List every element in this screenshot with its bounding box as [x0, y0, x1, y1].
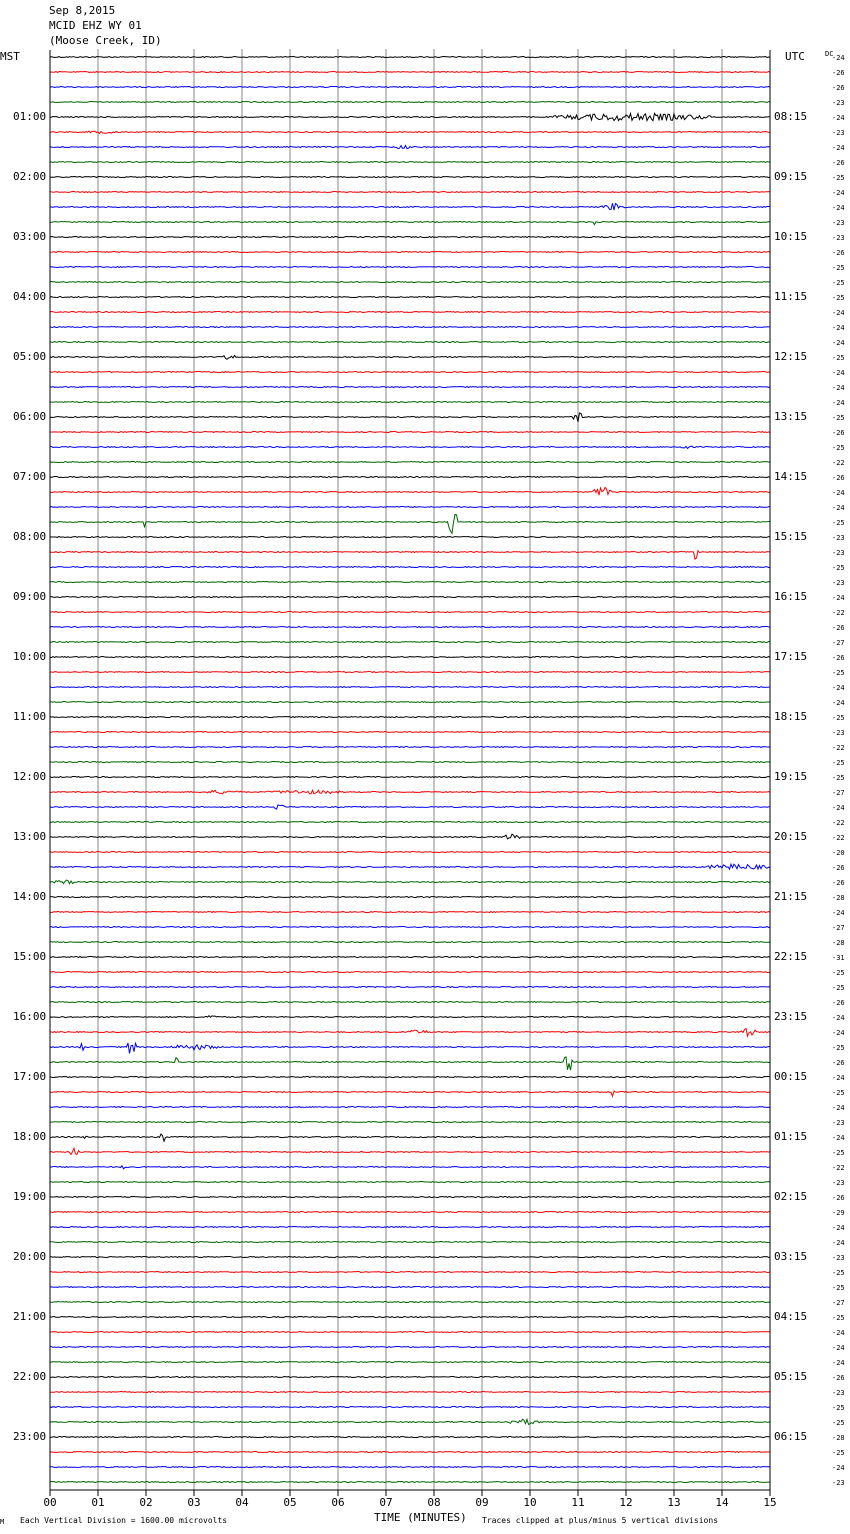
utc-hour-label: 14:15	[774, 470, 808, 483]
mst-hour-label: 21:00	[13, 1310, 47, 1323]
trace-line	[50, 537, 770, 538]
mst-hour-label: 19:00	[13, 1190, 47, 1203]
x-tick-label: 07	[379, 1496, 393, 1509]
utc-hour-label: 08:15	[774, 110, 808, 123]
dc-offset-label: -22	[832, 459, 845, 467]
trace-line	[50, 237, 770, 238]
dc-offset-label: -31	[832, 954, 845, 962]
trace-line	[50, 57, 770, 58]
utc-hour-label: 05:15	[774, 1370, 808, 1383]
mst-hour-label: 09:00	[13, 590, 47, 603]
dc-offset-label: -25	[832, 1284, 845, 1292]
trace-line	[50, 252, 770, 253]
x-tick-label: 02	[139, 1496, 153, 1509]
dc-offset-label: -25	[832, 264, 845, 272]
dc-offset-label: -24	[832, 114, 845, 122]
mst-hour-label: 05:00	[13, 350, 47, 363]
trace-line	[50, 356, 770, 360]
utc-hour-label: 11:15	[774, 290, 808, 303]
dc-offset-label: -24	[832, 594, 845, 602]
trace-line	[50, 72, 770, 73]
dc-offset-label: -25	[832, 1419, 845, 1427]
trace-line	[50, 192, 770, 193]
x-tick-label: 12	[619, 1496, 633, 1509]
trace-line	[50, 762, 770, 763]
trace-line	[50, 702, 770, 703]
x-axis-title: TIME (MINUTES)	[374, 1511, 467, 1524]
mst-hour-label: 10:00	[13, 650, 47, 663]
trace-line	[50, 1362, 770, 1363]
trace-line	[50, 113, 770, 120]
trace-line	[50, 612, 770, 613]
corner-mark: M	[0, 1518, 5, 1526]
mst-hour-label: 20:00	[13, 1250, 47, 1263]
dc-offset-label: -24	[832, 1014, 845, 1022]
dc-offset-label: -20	[832, 849, 845, 857]
dc-offset-label: -24	[832, 1329, 845, 1337]
trace-line	[50, 597, 770, 598]
scale-note: Each Vertical Division = 1600.00 microvolts	[20, 1516, 228, 1525]
dc-offset-label: -24	[832, 54, 845, 62]
utc-hour-label: 22:15	[774, 950, 808, 963]
trace-line	[50, 1437, 770, 1438]
x-tick-label: 15	[763, 1496, 777, 1509]
dc-offset-label: -22	[832, 744, 845, 752]
utc-hour-label: 04:15	[774, 1310, 808, 1323]
dc-offset-label: -24	[832, 1074, 845, 1082]
trace-line	[50, 297, 770, 298]
dc-offset-label: -25	[832, 1089, 845, 1097]
vertical-gridlines	[98, 49, 722, 1490]
dc-offset-label: -25	[832, 1269, 845, 1277]
mst-hour-label: 16:00	[13, 1010, 47, 1023]
trace-line	[50, 1227, 770, 1228]
dc-offset-label: -25	[832, 1044, 845, 1052]
trace-line	[50, 1029, 770, 1037]
dc-offset-labels	[832, 54, 845, 1487]
trace-line	[50, 1302, 770, 1303]
trace-line	[50, 1482, 770, 1483]
location-label: (Moose Creek, ID)	[49, 34, 162, 47]
trace-line	[50, 732, 770, 733]
utc-hour-label: 23:15	[774, 1010, 808, 1023]
x-tick-label: 13	[667, 1496, 681, 1509]
trace-line	[50, 1257, 770, 1258]
dc-offset-label: -26	[832, 249, 845, 257]
mst-hour-label: 12:00	[13, 770, 47, 783]
trace-line	[50, 1077, 770, 1078]
dc-offset-label: -24	[832, 1224, 845, 1232]
dc-offset-label: -24	[832, 309, 845, 317]
dc-offset-label: -27	[832, 924, 845, 932]
dc-offset-label: -24	[832, 1029, 845, 1037]
trace-line	[50, 1166, 770, 1169]
clip-note: Traces clipped at plus/minus 5 vertical divisions	[482, 1516, 719, 1525]
utc-hour-label: 03:15	[774, 1250, 808, 1263]
utc-hour-label: 12:15	[774, 350, 808, 363]
trace-line	[50, 203, 770, 210]
utc-hour-label: 00:15	[774, 1070, 808, 1083]
dc-offset-label: -23	[832, 234, 845, 242]
mst-hour-label: 04:00	[13, 290, 47, 303]
trace-line	[50, 387, 770, 388]
dc-offset-label: -28	[832, 939, 845, 947]
dc-offset-label: -26	[832, 879, 845, 887]
x-tick-label: 08	[427, 1496, 441, 1509]
utc-hour-label: 09:15	[774, 170, 808, 183]
dc-offset-label: -24	[832, 1344, 845, 1352]
trace-line	[50, 402, 770, 403]
trace-line	[50, 146, 770, 149]
trace-line	[50, 342, 770, 343]
dc-offset-label: -26	[832, 864, 845, 872]
x-tick-label: 05	[283, 1496, 297, 1509]
dc-offset-label: -26	[832, 1374, 845, 1382]
utc-hour-label: 17:15	[774, 650, 808, 663]
trace-line	[50, 1242, 770, 1243]
dc-offset-label: -23	[832, 99, 845, 107]
dc-offset-label: -25	[832, 969, 845, 977]
dc-offset-label: -23	[832, 1119, 845, 1127]
utc-hour-label: 21:15	[774, 890, 808, 903]
trace-line	[50, 312, 770, 313]
trace-line	[50, 282, 770, 283]
dc-offset-label: -23	[832, 579, 845, 587]
dc-offset-label: -23	[832, 129, 845, 137]
mst-hour-label: 18:00	[13, 1130, 47, 1143]
trace-line	[50, 1002, 770, 1003]
dc-offset-label: -25	[832, 1404, 845, 1412]
dc-offset-label: -24	[832, 144, 845, 152]
trace-line	[50, 507, 770, 508]
trace-line	[50, 1057, 770, 1070]
trace-line	[50, 852, 770, 853]
trace-line	[50, 1407, 770, 1408]
dc-offset-label: -25	[832, 414, 845, 422]
trace-line	[50, 477, 770, 478]
trace-line	[50, 162, 770, 163]
trace-line	[50, 462, 770, 463]
trace-line	[50, 957, 770, 958]
trace-line	[50, 1043, 770, 1053]
mst-hour-label: 23:00	[13, 1430, 47, 1443]
utc-hour-label: 19:15	[774, 770, 808, 783]
dc-offset-label: -26	[832, 429, 845, 437]
dc-offset-label: -24	[832, 1359, 845, 1367]
mst-hour-label: 14:00	[13, 890, 47, 903]
mst-hour-label: 07:00	[13, 470, 47, 483]
trace-line	[50, 777, 770, 778]
dc-offset-label: -23	[832, 549, 845, 557]
trace-line	[50, 717, 770, 718]
dc-offset-label: -23	[832, 1254, 845, 1262]
utc-hour-label: 13:15	[774, 410, 808, 423]
dc-offset-label: -27	[832, 639, 845, 647]
trace-line	[50, 747, 770, 748]
dc-offset-label: -25	[832, 984, 845, 992]
trace-line	[50, 1392, 770, 1393]
dc-offset-label: -24	[832, 399, 845, 407]
mst-hour-label: 13:00	[13, 830, 47, 843]
dc-offset-label: -26	[832, 474, 845, 482]
trace-line	[50, 1317, 770, 1318]
dc-offset-label: -22	[832, 609, 845, 617]
dc-offset-label: -24	[832, 189, 845, 197]
dc-offset-label: -25	[832, 174, 845, 182]
dc-offset-label: -27	[832, 789, 845, 797]
dc-offset-label: -24	[832, 1134, 845, 1142]
trace-line	[50, 987, 770, 988]
x-tick-label: 14	[715, 1496, 729, 1509]
dc-offset-label: -25	[832, 714, 845, 722]
trace-line	[50, 627, 770, 628]
utc-hour-label: 16:15	[774, 590, 808, 603]
trace-line	[50, 446, 770, 448]
dc-offset-label: -25	[832, 279, 845, 287]
dc-offset-label: -25	[832, 759, 845, 767]
trace-line	[50, 582, 770, 583]
trace-line	[50, 927, 770, 928]
trace-line	[50, 972, 770, 973]
dc-offset-label: -24	[832, 684, 845, 692]
dc-offset-label: -26	[832, 624, 845, 632]
trace-line	[50, 864, 770, 869]
trace-line	[50, 1091, 770, 1096]
trace-line	[50, 1287, 770, 1288]
utc-hour-label: 20:15	[774, 830, 808, 843]
trace-line	[50, 897, 770, 898]
x-axis-ticks	[43, 1490, 776, 1509]
x-tick-label: 04	[235, 1496, 249, 1509]
trace-line	[50, 1272, 770, 1273]
dc-offset-label: -26	[832, 1059, 845, 1067]
trace-line	[50, 87, 770, 88]
dc-offset-label: -28	[832, 894, 845, 902]
dc-offset-label: -24	[832, 1239, 845, 1247]
x-tick-label: 06	[331, 1496, 345, 1509]
x-tick-label: 01	[91, 1496, 105, 1509]
x-tick-label: 11	[571, 1496, 585, 1509]
trace-line	[50, 1182, 770, 1183]
dc-offset-label: -25	[832, 669, 845, 677]
trace-line	[50, 912, 770, 913]
trace-line	[50, 327, 770, 328]
trace-line	[50, 805, 770, 809]
dc-offset-label: -22	[832, 834, 845, 842]
trace-line	[50, 822, 770, 823]
trace-line	[50, 432, 770, 433]
dc-offset-label: -23	[832, 1179, 845, 1187]
utc-hour-label: 02:15	[774, 1190, 808, 1203]
dc-offset-label: -25	[832, 519, 845, 527]
dc-offset-label: -23	[832, 1389, 845, 1397]
mst-hour-label: 22:00	[13, 1370, 47, 1383]
x-tick-label: 10	[523, 1496, 537, 1509]
dc-offset-label: -22	[832, 819, 845, 827]
trace-line	[50, 1419, 770, 1424]
trace-line	[50, 413, 770, 422]
mst-hour-label: 02:00	[13, 170, 47, 183]
dc-offset-label: -24	[832, 699, 845, 707]
dc-offset-label: -24	[832, 1104, 845, 1112]
trace-line	[50, 1197, 770, 1198]
dc-offset-label: -24	[832, 804, 845, 812]
dc-offset-label: -24	[832, 909, 845, 917]
dc-offset-label: -24	[832, 504, 845, 512]
trace-line	[50, 880, 770, 884]
dc-offset-label: -25	[832, 294, 845, 302]
dc-offset-label: -26	[832, 999, 845, 1007]
trace-line	[50, 1107, 770, 1108]
trace-line	[50, 1377, 770, 1378]
x-tick-label: 03	[187, 1496, 201, 1509]
trace-line	[50, 834, 770, 839]
trace-line	[50, 1148, 770, 1154]
dc-offset-label: -26	[832, 1194, 845, 1202]
dc-offset-label: -24	[832, 369, 845, 377]
trace-line	[50, 1347, 770, 1348]
x-tick-label: 00	[43, 1496, 57, 1509]
trace-line	[50, 1212, 770, 1213]
mst-hour-label: 06:00	[13, 410, 47, 423]
dc-offset-label: -25	[832, 774, 845, 782]
dc-offset-label: -26	[832, 654, 845, 662]
dc-offset-label: -27	[832, 1299, 845, 1307]
trace-line	[50, 1332, 770, 1333]
trace-line	[50, 687, 770, 688]
utc-hour-label: 15:15	[774, 530, 808, 543]
dc-offset-label: -25	[832, 1149, 845, 1157]
dc-offset-label: -26	[832, 159, 845, 167]
trace-line	[50, 131, 770, 133]
dc-offset-label: -24	[832, 384, 845, 392]
dc-label: DC	[825, 50, 834, 58]
dc-offset-label: -23	[832, 219, 845, 227]
mst-hour-label: 01:00	[13, 110, 47, 123]
trace-line	[50, 267, 770, 268]
left-axis-label: MST	[0, 50, 20, 63]
trace-line	[50, 1452, 770, 1453]
mst-hour-label: 15:00	[13, 950, 47, 963]
trace-line	[50, 514, 770, 533]
trace-line	[50, 1134, 770, 1141]
trace-line	[50, 102, 770, 103]
dc-offset-label: -26	[832, 69, 845, 77]
trace-line	[50, 657, 770, 658]
dc-offset-label: -25	[832, 1314, 845, 1322]
utc-hour-label: 18:15	[774, 710, 808, 723]
trace-line	[50, 672, 770, 673]
dc-offset-label: -23	[832, 729, 845, 737]
trace-line	[50, 942, 770, 943]
trace-line	[50, 790, 770, 794]
dc-offset-label: -24	[832, 204, 845, 212]
dc-offset-label: -24	[832, 339, 845, 347]
dc-offset-label: -25	[832, 564, 845, 572]
trace-line	[50, 642, 770, 643]
mst-hour-label: 11:00	[13, 710, 47, 723]
dc-offset-label: -25	[832, 1449, 845, 1457]
trace-line	[50, 487, 770, 495]
date-label: Sep 8,2015	[49, 4, 116, 17]
dc-offset-label: -25	[832, 444, 845, 452]
trace-line	[50, 177, 770, 178]
trace-line	[50, 1016, 770, 1018]
right-axis-label: UTC	[785, 50, 805, 63]
utc-hour-label: 01:15	[774, 1130, 808, 1143]
trace-line	[50, 1467, 770, 1468]
dc-offset-label: -24	[832, 1464, 845, 1472]
dc-offset-label: -25	[832, 354, 845, 362]
seismic-traces	[50, 57, 770, 1483]
dc-offset-label: -22	[832, 1164, 845, 1172]
dc-offset-label: -29	[832, 1209, 845, 1217]
trace-line	[50, 222, 770, 225]
trace-line	[50, 567, 770, 568]
trace-line	[50, 1122, 770, 1123]
dc-offset-label: -24	[832, 324, 845, 332]
utc-hour-label: 10:15	[774, 230, 808, 243]
utc-hour-label: 06:15	[774, 1430, 808, 1443]
mst-hour-label: 17:00	[13, 1070, 47, 1083]
dc-offset-label: -23	[832, 1479, 845, 1487]
dc-offset-label: -28	[832, 1434, 845, 1442]
station-label: MCID EHZ WY 01	[49, 19, 142, 32]
mst-hour-label: 08:00	[13, 530, 47, 543]
trace-line	[50, 371, 770, 372]
x-tick-label: 09	[475, 1496, 489, 1509]
dc-offset-label: -26	[832, 84, 845, 92]
dc-offset-label: -24	[832, 489, 845, 497]
dc-offset-label: -23	[832, 534, 845, 542]
mst-hour-label: 03:00	[13, 230, 47, 243]
trace-line	[50, 551, 770, 560]
